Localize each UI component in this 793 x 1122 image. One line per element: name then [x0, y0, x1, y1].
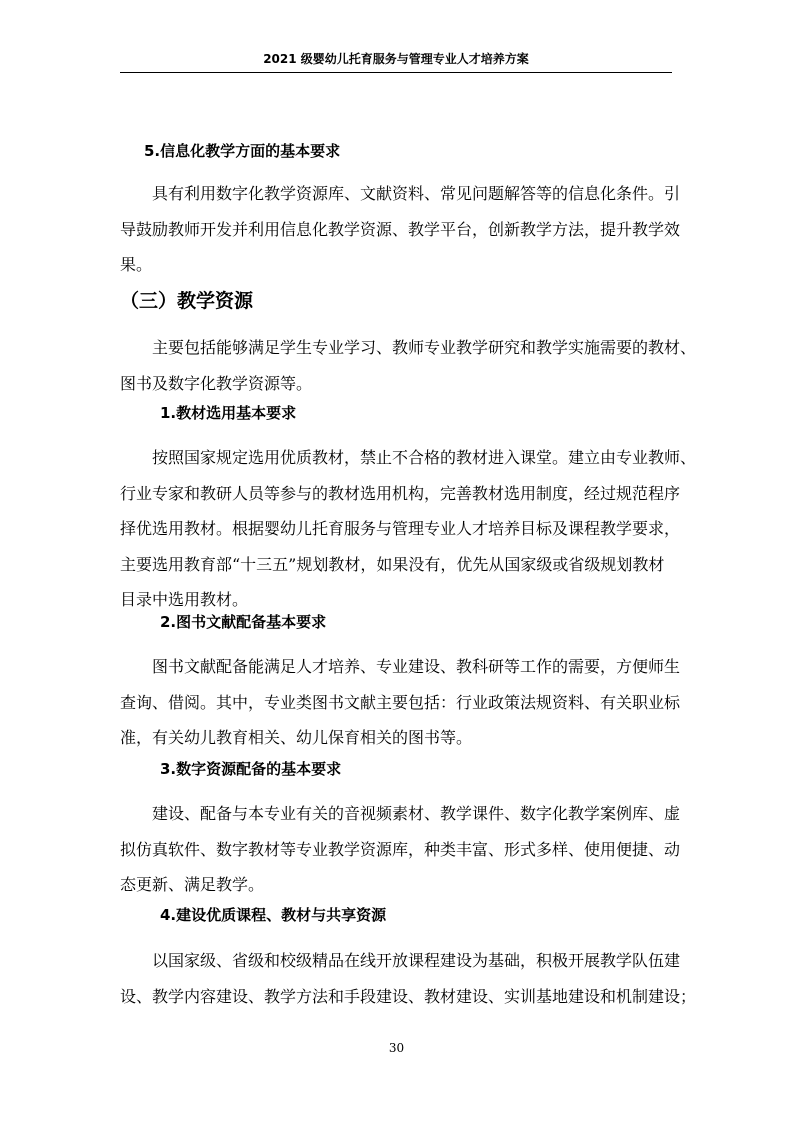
section-heading-1-textbook-selection: 1.教材选用基本要求 [160, 404, 297, 422]
text-line: 行业专家和教研人员等参与的教材选用机构，完善教材选用制度，经过规范程序 [120, 483, 681, 503]
text-line: 图书文献配备能满足人才培养、专业建设、教科研等工作的需要，方便师生 [152, 657, 681, 676]
text-line: 果。 [120, 255, 153, 274]
paragraph-quality-courses [120, 943, 697, 1014]
section-heading-3-digital-resources: 3.数字资源配备的基本要求 [160, 760, 342, 778]
text-line: 图书及数字化教学资源等。 [120, 373, 313, 393]
text-line: 主要包括能够满足学生专业学习、教师专业教学研究和教学实施需要的教材、 [152, 338, 697, 357]
text-line: 以国家级、省级和校级精品在线开放课程建设为基础，积极开展教学队伍建 [152, 951, 681, 970]
paragraph-library-resources [120, 649, 681, 756]
text-line: 态更新、满足教学。 [120, 875, 265, 894]
text-line: 主要选用教育部“十三五”规划教材，如果没有，优先从国家级或省级规划教材 [120, 554, 665, 574]
paragraph-textbook-selection [120, 440, 697, 618]
text-line: 具有利用数字化教学资源库、文献资料、常见问题解答等的信息化条件。引 [152, 184, 681, 203]
text-line: 查询、借阅。其中，专业类图书文献主要包括：行业政策法规资料、有关职业标 [120, 692, 681, 712]
paragraph-digital-resources [120, 796, 681, 903]
text-line: 建设、配备与本专业有关的音视频素材、教学课件、数字化教学案例库、虚 [152, 804, 681, 823]
section-heading-4-quality-courses: 4.建设优质课程、教材与共享资源 [160, 906, 387, 924]
text-line: 择优选用教材。根据婴幼儿托育服务与管理专业人才培养目标及课程教学要求， [120, 519, 681, 538]
text-line: 目录中选用教材。 [120, 590, 249, 609]
section-heading-5-informatization: 5.信息化教学方面的基本要求 [144, 142, 341, 160]
paragraph-teaching-resources [120, 330, 697, 401]
running-header: 2021 级婴幼儿托育服务与管理专业人才培养方案 [263, 52, 529, 66]
text-line: 按照国家规定选用优质教材，禁止不合格的教材进入课堂。建立由专业教师、 [152, 448, 697, 467]
page-number: 30 [388, 1041, 405, 1055]
section-heading-2-library-resources: 2.图书文献配备基本要求 [160, 613, 327, 631]
text-line: 设、教学内容建设、教学方法和手段建设、教材建设、实训基地建设和机制建设； [120, 986, 697, 1006]
header-rule [120, 72, 672, 73]
paragraph-informatization [120, 176, 681, 283]
text-line: 准，有关幼儿教育相关、幼儿保育相关的图书等。 [120, 728, 473, 747]
text-line: 拟仿真软件、数字教材等专业教学资源库，种类丰富、形式多样、使用便捷、动 [120, 839, 681, 859]
text-line: 导鼓励教师开发并利用信息化教学资源、教学平台，创新教学方法，提升教学效 [120, 219, 681, 239]
section-heading-teaching-resources: （三）教学资源 [120, 290, 254, 312]
